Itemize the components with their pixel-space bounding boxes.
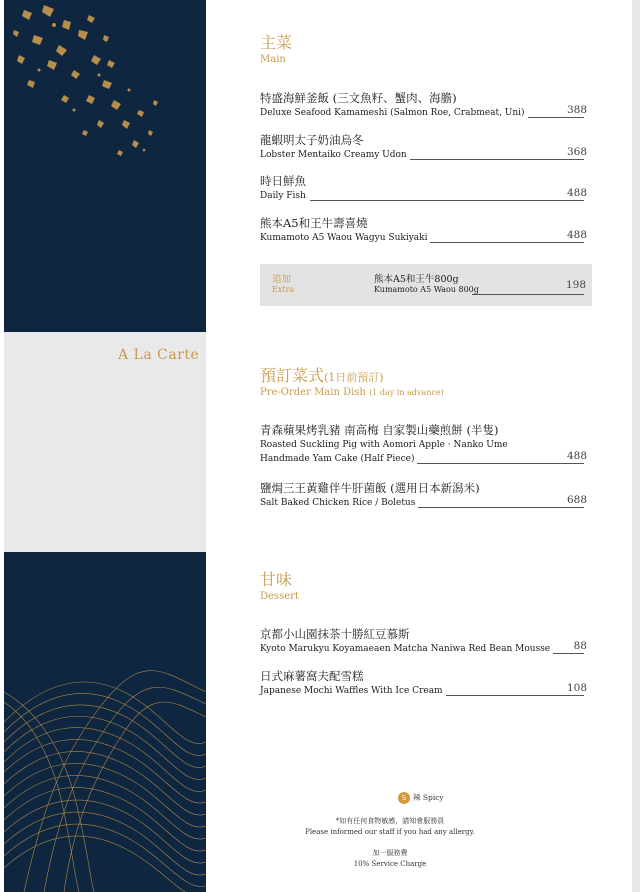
leader-line (400, 159, 584, 160)
dessert-title-en: Dessert (260, 591, 299, 602)
item-name-en: Lobster Mentaiko Creamy Udon (260, 148, 410, 162)
item-price: 488 (566, 187, 587, 199)
menu-item (260, 132, 590, 162)
leader-line (472, 294, 584, 295)
item-price: 368 (566, 146, 587, 158)
leader-line (438, 695, 584, 696)
preorder-title-zh (260, 363, 384, 386)
item-price: 88 (573, 640, 587, 652)
gold-leaf-decoration (4, 0, 206, 190)
item-name-en: Kyoto Marukyu Koyamaeaen Matcha Naniwa Red Bean Mousse (260, 642, 553, 656)
menu-item (260, 668, 590, 698)
item-name-zh: 京都小山園抹茶十勝紅豆慕斯 (260, 627, 410, 641)
main-title-en: Main (260, 54, 286, 65)
preorder-title-zh-text: 預訂菜式 (260, 366, 325, 385)
menu-item (260, 626, 590, 656)
item-name-en-line1: Roasted Suckling Pig with Aomori Apple · Nanko Ume (260, 438, 511, 452)
item-name-zh: 日式麻薯窩夫配雪糕 (260, 669, 364, 683)
extra-label-en: Extra (272, 285, 295, 294)
item-price: 488 (566, 450, 587, 462)
item-name-zh: 時日鮮魚 (260, 174, 306, 188)
item-price: 108 (566, 682, 587, 694)
gold-wave-lines-decoration (4, 552, 206, 892)
page-edge (632, 0, 640, 892)
left-panel (4, 0, 206, 892)
item-name-en: Japanese Mochi Waffles With Ice Cream (260, 684, 446, 698)
extra-item-zh: 熊本A5和王牛800g (374, 274, 459, 285)
item-name-zh: 青森蘋果烤乳豬 南高梅 自家製山藥煎餅 (半隻) (260, 423, 499, 437)
item-name-zh: 鹽焗三王黃雞伴牛肝菌飯 (選用日本新潟米) (260, 481, 480, 495)
item-name-zh: 特盛海鮮釜飯 (三文魚籽、蟹肉、海膽) (260, 91, 457, 105)
leader-line (310, 200, 584, 201)
service-charge-en: 10% Service Charge (353, 860, 427, 868)
allergy-note-en: Please informed our staff if you had any allergy. (305, 828, 475, 836)
allergy-note-zh: *如有任何食物敏感，請知會服務員 (335, 817, 445, 825)
item-name-en: Handmade Yam Cake (Half Piece) (260, 452, 417, 466)
dessert-title-zh: 甘味 (260, 570, 293, 589)
item-price: 688 (566, 494, 587, 506)
preorder-title-en-text: Pre-Order Main Dish (260, 387, 366, 398)
menu-item (260, 422, 590, 466)
menu-item (260, 90, 590, 120)
spicy-legend (398, 792, 444, 804)
service-charge-zh: 加一服務費 (372, 849, 408, 857)
leader-line (410, 507, 584, 508)
section-title: A La Carte (118, 347, 200, 363)
leader-line (430, 242, 584, 243)
item-name-zh: 熊本A5和王牛壽喜燒 (260, 216, 368, 230)
preorder-title-zh-note: (1日前預訂) (324, 371, 384, 384)
extra-box (260, 264, 592, 306)
extra-price: 198 (565, 279, 586, 291)
extra-label-zh: 追加 (272, 274, 292, 285)
item-price: 388 (566, 104, 587, 116)
item-name-en: Salt Baked Chicken Rice / Boletus (260, 496, 418, 510)
spicy-label: 辣 Spicy (413, 793, 444, 802)
section-band (4, 332, 206, 552)
item-name-zh: 龍蝦明太子奶油烏冬 (260, 133, 364, 147)
preorder-title-en (260, 387, 444, 398)
item-name-en: Deluxe Seafood Kamameshi (Salmon Roe, Crabmeat, Uni) (260, 106, 528, 120)
leader-line (410, 463, 584, 464)
item-name-en: Daily Fish (260, 189, 309, 203)
main-title-zh: 主菜 (260, 33, 293, 52)
menu-item (260, 173, 590, 203)
menu-item (260, 480, 590, 510)
item-price: 488 (566, 229, 587, 241)
item-name-en: Kumamoto A5 Waou Wagyu Sukiyaki (260, 231, 430, 245)
spicy-icon: S (398, 792, 410, 804)
preorder-title-en-note: (1 day in advance) (369, 388, 444, 397)
menu-item (260, 215, 590, 245)
extra-item-en: Kumamoto A5 Waou 800g (374, 285, 479, 294)
